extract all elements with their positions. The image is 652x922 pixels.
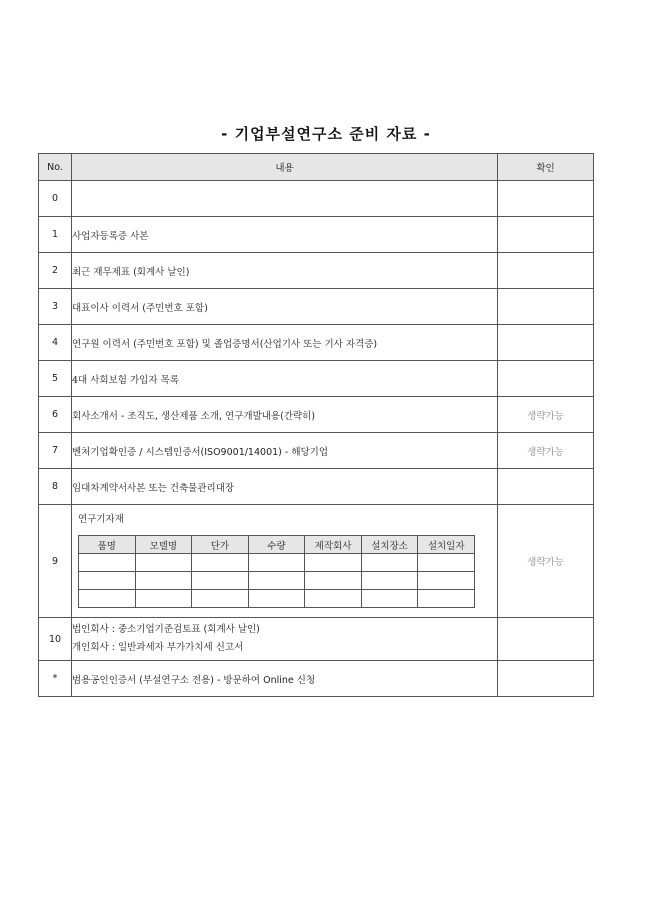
table-row bbox=[39, 397, 594, 433]
row-no: 8 bbox=[39, 469, 72, 505]
row-content: 대표이사 이력서 (주민번호 포함) bbox=[72, 289, 498, 325]
equipment-cell bbox=[79, 590, 136, 608]
row-no: 2 bbox=[39, 253, 72, 289]
equipment-header: 수량 bbox=[248, 536, 305, 554]
row-content bbox=[72, 505, 498, 618]
equipment-cell bbox=[418, 572, 475, 590]
equipment-row bbox=[79, 572, 475, 590]
row-content: 임대차계약서사본 또는 건축물관리대장 bbox=[72, 469, 498, 505]
table-row bbox=[39, 217, 594, 253]
row-content: 회사소개서 - 조직도, 생산제품 소개, 연구개발내용(간략히) bbox=[72, 397, 498, 433]
row-no: 7 bbox=[39, 433, 72, 469]
equipment-row bbox=[79, 590, 475, 608]
table-header-row bbox=[39, 154, 594, 181]
equipment-cell bbox=[192, 554, 249, 572]
row-content: 사업자등록증 사본 bbox=[72, 217, 498, 253]
row-check bbox=[498, 618, 594, 661]
equipment-row bbox=[79, 554, 475, 572]
row-no: 3 bbox=[39, 289, 72, 325]
row-no: 9 bbox=[39, 505, 72, 618]
equipment-cell bbox=[79, 572, 136, 590]
equipment-cell bbox=[79, 554, 136, 572]
equipment-header: 설치장소 bbox=[361, 536, 418, 554]
table-row bbox=[39, 253, 594, 289]
row-no: 10 bbox=[39, 618, 72, 661]
equipment-header: 단가 bbox=[192, 536, 249, 554]
table-row bbox=[39, 469, 594, 505]
row-check-optional: 생략가능 bbox=[498, 433, 594, 469]
row-check bbox=[498, 217, 594, 253]
equipment-cell bbox=[135, 590, 192, 608]
table-row bbox=[39, 618, 594, 661]
row-no: 4 bbox=[39, 325, 72, 361]
table-row bbox=[39, 505, 594, 618]
equipment-header-row bbox=[79, 536, 475, 554]
header-no: No. bbox=[39, 154, 72, 181]
page-title: - 기업부설연구소 준비 자료 - bbox=[221, 125, 431, 143]
table-row bbox=[39, 433, 594, 469]
row-content: 4대 사회보험 가입자 목록 bbox=[72, 361, 498, 397]
table-row bbox=[39, 289, 594, 325]
equipment-cell bbox=[361, 554, 418, 572]
row-no: 0 bbox=[39, 181, 72, 217]
equipment-header: 품명 bbox=[79, 536, 136, 554]
equipment-cell bbox=[305, 572, 362, 590]
row-content-line: 법인회사 : 중소기업기준검토표 (회계사 날인) bbox=[72, 624, 260, 635]
equipment-cell bbox=[361, 572, 418, 590]
row-check bbox=[498, 325, 594, 361]
row-check bbox=[498, 181, 594, 217]
row-content bbox=[72, 181, 498, 217]
row-check bbox=[498, 253, 594, 289]
equipment-cell bbox=[305, 554, 362, 572]
equipment-table bbox=[78, 535, 475, 608]
row-content: 최근 재무제표 (회계사 날인) bbox=[72, 253, 498, 289]
row-content: 범용공인인증서 (부설연구소 전용) - 방문하여 Online 신청 bbox=[72, 661, 498, 697]
row-check bbox=[498, 361, 594, 397]
row-content bbox=[72, 618, 498, 661]
equipment-cell bbox=[361, 590, 418, 608]
row-content: 연구원 이력서 (주민번호 포함) 및 졸업증명서(산업기사 또는 기사 자격증) bbox=[72, 325, 498, 361]
header-check: 확인 bbox=[498, 154, 594, 181]
row-check bbox=[498, 289, 594, 325]
table-row bbox=[39, 361, 594, 397]
checklist-table bbox=[38, 153, 594, 697]
table-row bbox=[39, 661, 594, 697]
equipment-header: 설치일자 bbox=[418, 536, 475, 554]
row-check-optional: 생략가능 bbox=[498, 397, 594, 433]
row-no: * bbox=[39, 661, 72, 697]
row-no: 5 bbox=[39, 361, 72, 397]
row-content-line: 개인회사 : 일반과세자 부가가치세 신고서 bbox=[72, 642, 244, 653]
row-check bbox=[498, 661, 594, 697]
equipment-cell bbox=[418, 554, 475, 572]
row-check bbox=[498, 469, 594, 505]
equipment-cell bbox=[135, 572, 192, 590]
equipment-cell bbox=[192, 590, 249, 608]
table-row bbox=[39, 325, 594, 361]
equipment-cell bbox=[192, 572, 249, 590]
header-content: 내용 bbox=[72, 154, 498, 181]
equipment-cell bbox=[248, 590, 305, 608]
equipment-header: 모델명 bbox=[135, 536, 192, 554]
row-no: 6 bbox=[39, 397, 72, 433]
equipment-cell bbox=[305, 590, 362, 608]
equipment-cell bbox=[248, 554, 305, 572]
equipment-cell bbox=[248, 572, 305, 590]
equipment-header: 제작회사 bbox=[305, 536, 362, 554]
row-no: 1 bbox=[39, 217, 72, 253]
row-check-optional: 생략가능 bbox=[498, 505, 594, 618]
equipment-label: 연구기자재 bbox=[78, 514, 124, 525]
equipment-cell bbox=[135, 554, 192, 572]
equipment-cell bbox=[418, 590, 475, 608]
table-row bbox=[39, 181, 594, 217]
row-content: 벤처기업확인증 / 시스템인증서(ISO9001/14001) - 해당기업 bbox=[72, 433, 498, 469]
